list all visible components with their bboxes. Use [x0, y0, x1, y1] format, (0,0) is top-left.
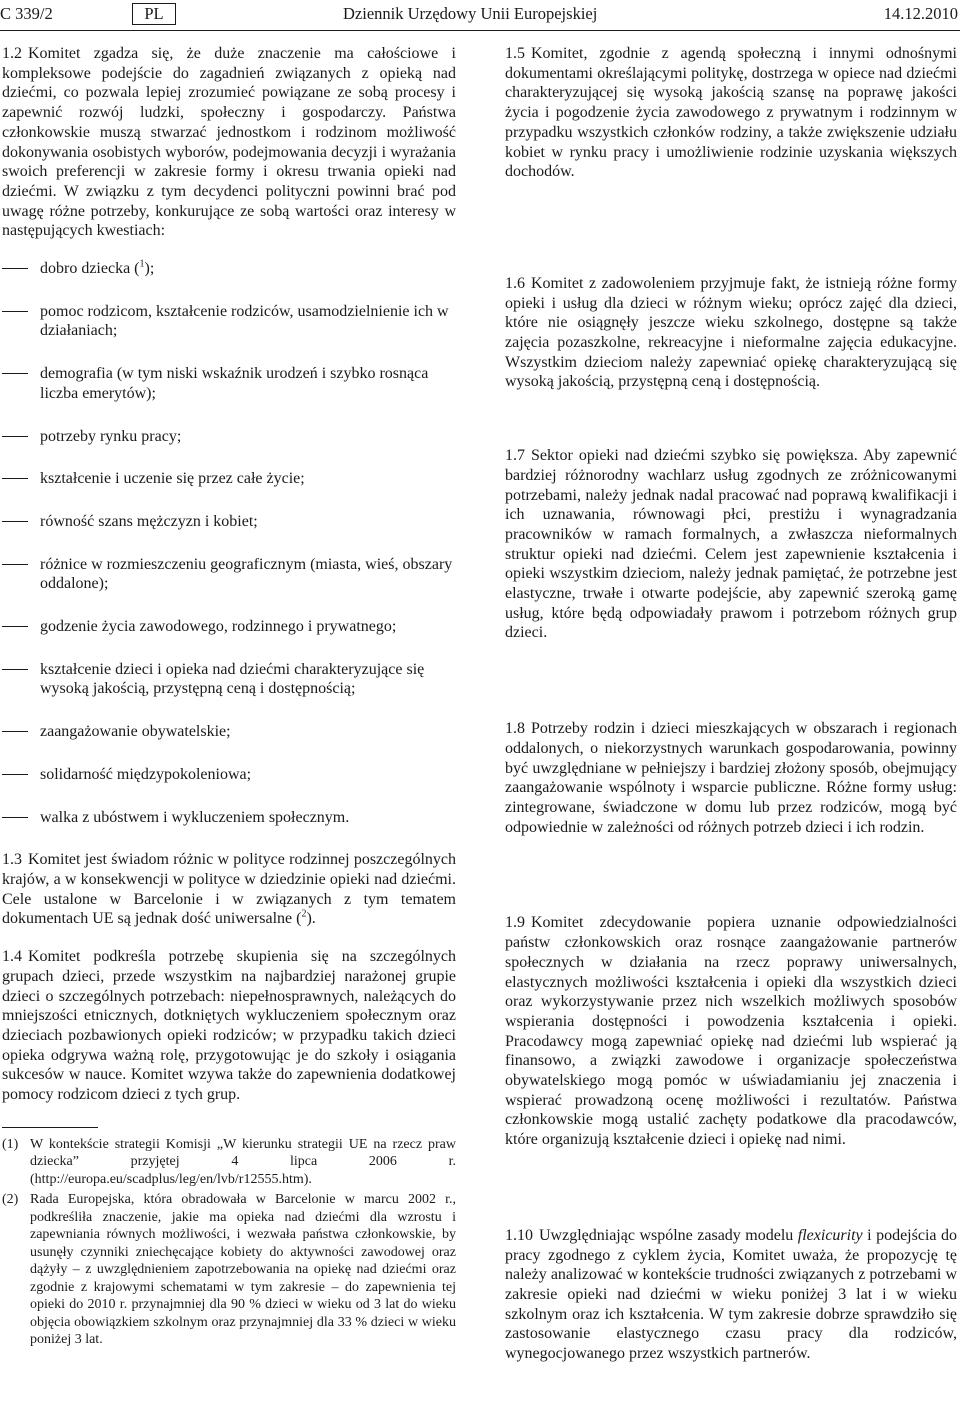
dash-marker — [2, 774, 28, 775]
paragraph-number: 1.2 — [2, 45, 22, 62]
paragraph-1-2 — [2, 44, 456, 241]
footnote-1 — [2, 1136, 456, 1189]
footnote-ref[interactable]: 2 — [301, 909, 307, 921]
list-item — [2, 427, 456, 447]
list-item — [2, 302, 456, 341]
paragraph-number: 1.5 — [505, 45, 525, 62]
journal-title: Dziennik Urzędowy Unii Europejskiej — [343, 4, 598, 23]
paragraph-text: Komitet z zadowoleniem przyjmuje fakt, że istnieją różne formy opieki i usług dla dzieci w różnym wieku; oprócz zajęć dla dzieci, które nie osiągnęły jeszcze wieku szkolnego, dostępne są także zajęcia pozaszkolne, rekreacyjne i nieformalne zajęcia edukacyjne. Wszystkim dzieciom należy zapewniać opiekę charakteryzującą się wysoką jakością, przystępną ceną i dostępnością. — [505, 274, 957, 391]
paragraph-number: 1.10 — [505, 1226, 533, 1244]
paragraph-number: 1.6 — [505, 274, 525, 292]
paragraph-text-after: ). — [306, 910, 316, 928]
paragraph-1-10 — [505, 1226, 957, 1364]
paragraph-number: 1.3 — [2, 851, 22, 869]
right-column — [505, 44, 957, 1364]
left-column — [2, 44, 456, 1352]
footnote-2 — [2, 1191, 456, 1349]
paragraph-number: 1.4 — [2, 948, 22, 966]
list-item — [2, 617, 456, 637]
dash-marker — [2, 564, 28, 565]
paragraph-1-5 — [505, 44, 957, 182]
list-item — [2, 722, 456, 742]
paragraph-number: 1.9 — [505, 914, 525, 932]
paragraph-1-8 — [505, 719, 957, 837]
list-item-text: różnice w rozmieszczeniu geograficznym (miasta, wieś, obszary oddalone); — [40, 555, 453, 593]
paragraph-text: Sektor opieki nad dziećmi szybko się powiększa. Aby zapewnić bardziej różnorodny wachlarz usług zgodnych ze zróżnicowanymi potrzebami, należy jednak nadal pracować nad poprawą kwalifikacji i ich uznawania, równowagi płci, prestiżu i wynagradzania pracowników w ramach formalnych, a zwłaszcza nieformalnych struktur opieki nad dziećmi. Celem jest zapewnienie kształcenia i opieki wszystkim dzieciom, należy jednak pamiętać, że potrzebne jest elastyczne, trwałe i otwarte podejście, aby zapewnić szeroką gamę usług, które będą odpowiadały prawom i potrzebom różnych grup dzieci. — [505, 447, 957, 642]
footnote-mark: (2) — [2, 1192, 19, 1208]
oj-number: C 339/2 — [0, 4, 53, 23]
list-item — [2, 512, 456, 532]
list-item-text: kształcenie dzieci i opieka nad dziećmi charakteryzujące się wysoką jakością, przystępną ceną i dostępnością; — [40, 660, 425, 698]
footnote-text: W kontekście strategii Komisji „W kierunku strategii UE na rzecz praw dziecka” przyjętej 4 lipca 2006 r. (http://europa.eu/scadplus/leg/en/lvb/r12555.htm). — [30, 1136, 456, 1187]
paragraph-1-9 — [505, 913, 957, 1149]
list-item-text: walka z ubóstwem i wykluczeniem społecznym. — [40, 808, 350, 826]
paragraph-number: 1.8 — [505, 720, 525, 738]
paragraph-text: Komitet zgadza się, że duże znaczenie ma całościowe i kompleksowe podejście do zagadnień związanych z opieką nad dziećmi, co pozwala lepiej zrozumieć powiązane ze sobą procesy i zapewnić rozwój ludzki, społeczny i gospodarczy. Państwa członkowskie muszą stwarzać jednostkom i rodzinom możliwość dokonywania osobistych wyborów, podejmowania decyzji i wyrażania swoich preferencji w zakresie formy i okresu trwania opieki nad dziećmi. W związku z tym decydenci polityczni powinni brać pod uwagę różne potrzeby, konkurujące ze sobą wartości oraz interesy w następujących kwestiach: — [2, 45, 456, 240]
dash-marker — [2, 311, 28, 312]
dash-marker — [2, 731, 28, 732]
dash-marker — [2, 817, 28, 818]
list-item — [2, 555, 456, 594]
footnote-text: Rada Europejska, która obradowała w Barcelonie w marcu 2002 r., podkreśliła znaczenie, jakie ma opieka nad dziećmi dla wzrostu i zapewniania równych możliwości, i wezwała państwa członkowskie, by usunęły czynniki zniechęcające kobiety do aktywności zawodowej oraz dążyły – z uwzględnieniem zapotrzebowania na opiekę nad dziećmi oraz zgodnie z krajowymi schematami w tym zakresie – do zapewnienia tej opieki do 2010 r. przynajmniej dla 90 % dzieci w wieku od 3 lat do wieku objęcia obowiązkiem szkolnym oraz przynajmniej dla 33 % dzieci w wieku poniżej 3 lat. — [30, 1192, 456, 1348]
dash-marker — [2, 521, 28, 522]
paragraph-1-4 — [2, 947, 456, 1105]
list-item — [2, 765, 456, 785]
paragraph-text: Uwzględniając wspólne zasady modelu — [539, 1226, 798, 1244]
list-item-text: pomoc rodzicom, kształcenie rodziców, usamodzielnienie ich w działaniach; — [40, 302, 449, 340]
dash-marker — [2, 669, 28, 670]
list-item — [2, 259, 456, 279]
list-item-text: zaangażowanie obywatelskie; — [40, 723, 231, 741]
footnote-separator — [2, 1127, 98, 1128]
list-item-text: kształcenie i uczenie się przez całe życie; — [40, 470, 305, 488]
paragraph-text-after: i podejścia do pracy zgodnego z cyklem życia, Komitet uważa, że propozycję tę należy analizować w kontekście trudności związanych z potrzebami w zakresie opieki nad dziećmi w wieku poniżej 3 lat i w wieku szkolnym oraz ich kształcenia. W tym zakresie dobrze sprawdziło się zastosowanie elastycznego czasu pracy dla rodziców, wynegocjowanego przez wszystkich partnerów. — [505, 1226, 957, 1363]
list-item — [2, 808, 456, 828]
list-item-text-after: ); — [144, 260, 155, 278]
list-item — [2, 660, 456, 699]
paragraph-text: Potrzeby rodzin i dzieci mieszkających w obszarach i regionach oddalonych, o niekorzystnych warunkach gospodarowania, powinny być uwzględniane w pełniejszy i bardziej złożony sposób, obejmujący zaangażowanie wspólnoty i wsparcie publiczne. Różne formy usług: zintegrowane, świadczone w domu lub przez rodziców, mogą być odpowiednie w zależności od różnych potrzeb dzieci i ich rodzin. — [505, 720, 957, 836]
dash-marker — [2, 478, 28, 479]
dash-marker — [2, 436, 28, 437]
header-rule — [0, 30, 960, 31]
list-item-text: demografia (w tym niski wskaźnik urodzeń i szybko rosnąca liczba emerytów); — [40, 365, 429, 402]
list-item-text: dobro dziecka ( — [40, 260, 140, 278]
paragraph-1-6 — [505, 274, 957, 392]
paragraph-text: Komitet zdecydowanie popiera uznanie odpowiedzialności państw członkowskich oraz rosnące zaangażowanie partnerów społecznych w działania na rzecz poprawy uniwersalnych, elastycznych możliwości kształcenia i opieki dla wszystkich dzieci oraz wykorzystywanie przez nich wszelkich możliwych sposobów wspierania dostępności i powodzenia kształcenia i opieki. Pracodawcy mogą zapewniać opiekę nad dziećmi lub wspierać ją finansowo, a związki zawodowe i organizacje społeczeństwa obywatelskiego mogą pomóc w uświadamianiu jej znaczenia i wspierać prowadzoną ocenę możliwości i rezultatów. Państwa członkowskie mogą ustalić zachęty podatkowe dla pracodawców, które organizują kształcenie dzieci i opiekę nad nimi. — [505, 914, 957, 1149]
paragraph-number: 1.7 — [505, 447, 525, 465]
list-item-text: potrzeby rynku pracy; — [40, 427, 182, 445]
list-item-text: godzenie życia zawodowego, rodzinnego i prywatnego; — [40, 618, 397, 636]
dash-marker — [2, 268, 28, 269]
language-badge: PL — [132, 3, 176, 25]
publication-date: 14.12.2010 — [883, 4, 958, 23]
paragraph-text: Komitet jest świadom różnic w polityce rodzinnej poszczególnych krajów, a w konsekwencji w polityce w dziedzinie opieki nad dziećmi. Cele ustalone w Barcelonie i w związanych z tym tematem dokumentach UE są jednak dość uniwersalne ( — [2, 851, 456, 928]
list-item-text: solidarność międzypokoleniowa; — [40, 765, 252, 783]
footnote-mark: (1) — [2, 1136, 19, 1152]
emphasis-term: flexicurity — [797, 1226, 863, 1244]
list-item — [2, 364, 456, 403]
list-item — [2, 469, 456, 489]
paragraph-text: Komitet, zgodnie z agendą społeczną i innymi odnośnymi dokumentami określającymi politykę, dostrzega w opiece nad dziećmi charakteryzującej się wysoką jakością szansę na poprawę jakości życia i pogodzenie życia zawodowego z prywatnym i rodzinnym w przypadku wszystkich członków rodziny, a także zwiększenie udziału kobiet w rynku pracy i umożliwienie rodzinie uzyskania większych dochodów. — [505, 45, 957, 181]
paragraph-text: Komitet podkreśla potrzebę skupienia się na szczególnych grupach dzieci, przede wszystkim na najbardziej narażonej grupie dzieci o szczególnych potrzebach: niepełnosprawnych, należących do mniejszości etnicznych, dotkniętych wykluczeniem społecznym oraz dzieciach pozbawionych opieki rodziców; w przypadku takich dzieci opieka odgrywa ważną rolę, przygotowując je do szkoły i osiągania sukcesów w nauce. Komitet wzywa także do zapewnienia dodatkowej pomocy rodzicom dzieci z tych grup. — [2, 948, 456, 1104]
paragraph-1-7 — [505, 446, 957, 643]
page-header — [0, 3, 960, 29]
dash-marker — [2, 626, 28, 627]
footnote-ref[interactable]: 1 — [139, 258, 145, 270]
paragraph-1-3 — [2, 850, 456, 929]
issues-list — [2, 259, 456, 827]
list-item-text: równość szans mężczyzn i kobiet; — [40, 512, 258, 530]
dash-marker — [2, 373, 28, 374]
